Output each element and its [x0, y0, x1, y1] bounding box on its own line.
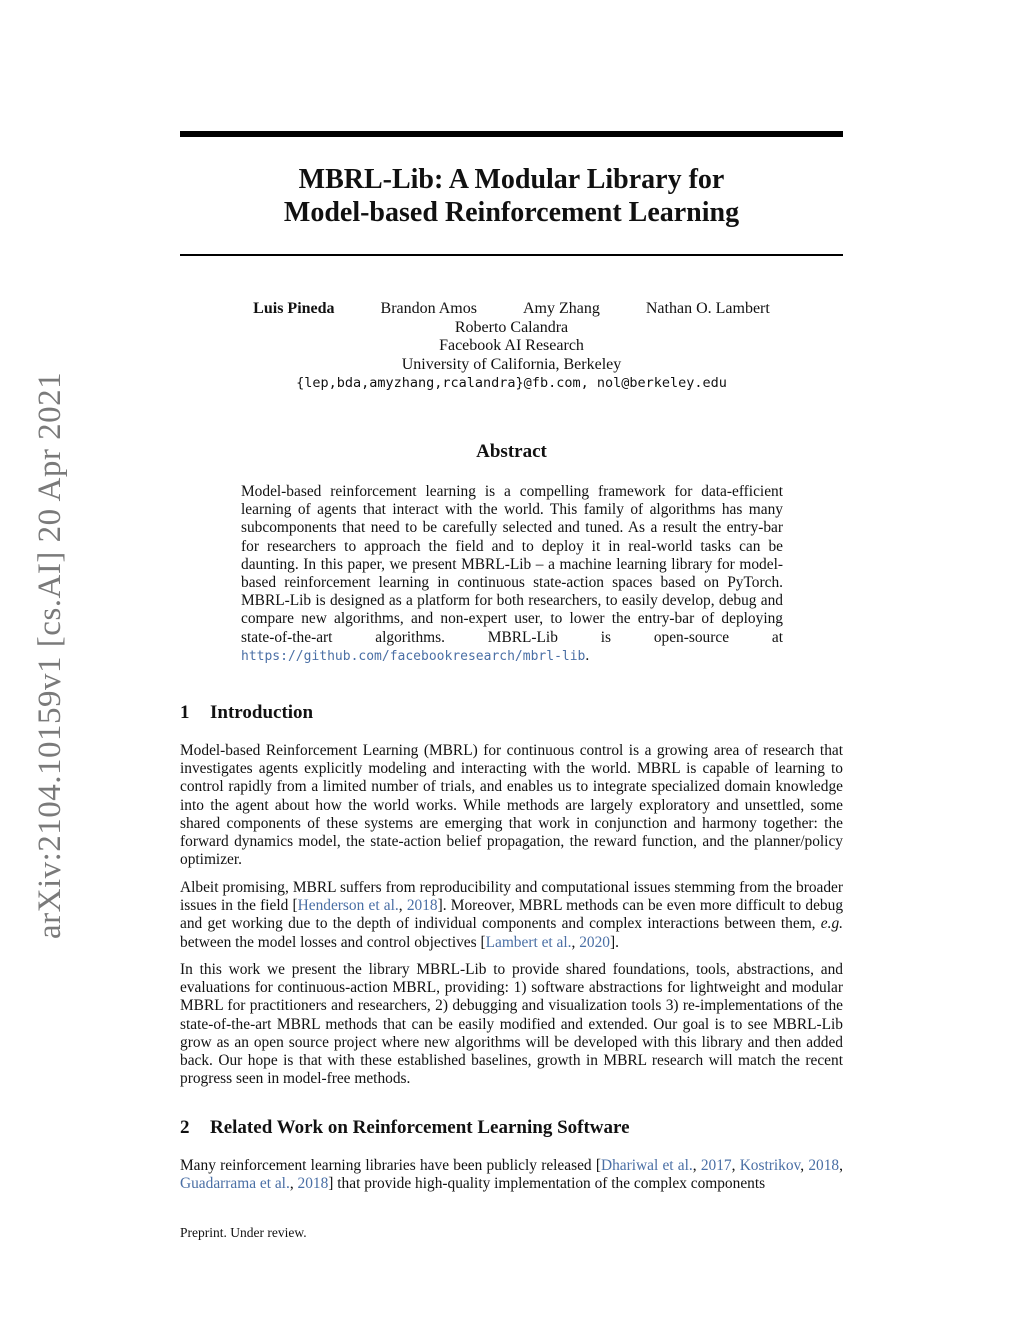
- section-number: 2: [180, 1117, 190, 1138]
- author-block: [180, 300, 843, 393]
- affiliation-fair: Facebook AI Research: [439, 337, 584, 354]
- intro-paragraph-1: Model-based Reinforcement Learning (MBRL) for continuous control is a growing area of research that investigates agents explicitly modeling and interacting with the world. MBRL is capable of learning to control rapidly from a limited number of trials, and enables us to integrate specialized domain knowledge into the agent about how the world works. While methods are largely exploratory and unsettled, some shared components of these systems are emerging that work in conjunction and harmony together: the forward dynamics model, the state-action belief propagation, the reward function, and the planner/policy optimizer.: [180, 742, 843, 869]
- intro-paragraph-2: [180, 879, 843, 952]
- eg-italic: e.g.: [820, 915, 843, 933]
- text-run: ,: [731, 1157, 740, 1174]
- abstract-end: .: [585, 646, 590, 664]
- citation-dhariwal-year[interactable]: 2017: [700, 1157, 732, 1174]
- author-brandon-amos: Brandon Amos: [380, 300, 477, 317]
- author-roberto-calandra: Roberto Calandra: [454, 318, 569, 336]
- citation-henderson[interactable]: Henderson et al.: [297, 897, 399, 915]
- text-run: ,: [571, 933, 580, 951]
- text-run: ,: [398, 897, 407, 915]
- text-run: ,: [692, 1157, 701, 1174]
- section-title: Related Work on Reinforcement Learning Software: [210, 1117, 630, 1138]
- title-line-2: Model-based Reinforcement Learning: [283, 197, 740, 228]
- text-run: Albeit promising, MBRL suffers from reproducibility and computational issues stemming from the broader issues in the field [: [180, 879, 843, 915]
- section-heading-related-work: [180, 1117, 630, 1139]
- author-nathan-lambert: Nathan O. Lambert: [645, 300, 770, 317]
- citation-kostrikov-year[interactable]: 2018: [808, 1157, 840, 1174]
- text-run: ].: [609, 933, 619, 951]
- abstract-heading: Abstract: [476, 441, 547, 462]
- text-run: between the model losses and control objectives [: [180, 933, 486, 951]
- citation-guadarrama-year[interactable]: 2018: [297, 1175, 329, 1193]
- text-run: ,: [289, 1175, 298, 1193]
- text-run: Many reinforcement learning libraries have been publicly released [: [180, 1157, 601, 1174]
- author-luis-pineda: Luis Pineda: [253, 300, 335, 317]
- title-line-1: MBRL-Lib: A Modular Library for: [298, 164, 725, 195]
- title-rule-bottom: [180, 254, 843, 256]
- abstract-text: Model-based reinforcement learning is a compelling framework for data-efficient learning of agents that interact with the world. This family of algorithms has many subcomponents that need to be carefully selected and tuned. As a result the entry-bar for researchers to approach the field and to deploy it in real-world tasks can be daunting. In this paper, we present MBRL-Lib – a machine learning library for model-based reinforcement learning in continuous state-action spaces based on PyTorch. MBRL-Lib is designed as a platform for both researchers, to easily develop, debug and compare new algorithms, and non-expert user, to lower the entry-bar of deploying state-of-the-art algorithms. MBRL-Lib is open-source at: [241, 483, 783, 646]
- citation-kostrikov[interactable]: Kostrikov: [739, 1157, 801, 1174]
- section-number: 1: [180, 702, 190, 723]
- text-run: ,: [800, 1157, 809, 1174]
- abstract-body: [241, 483, 783, 666]
- citation-henderson-year[interactable]: 2018: [406, 897, 438, 915]
- author-row: [180, 300, 843, 319]
- section-title: Introduction: [210, 702, 314, 723]
- citation-lambert-year[interactable]: 2020: [579, 933, 610, 951]
- github-link[interactable]: https://github.com/facebookresearch/mbrl-lib: [241, 648, 586, 664]
- citation-dhariwal[interactable]: Dhariwal et al.: [600, 1157, 693, 1174]
- citation-lambert[interactable]: Lambert et al.: [485, 933, 572, 951]
- section-heading-introduction: [180, 702, 313, 724]
- author-amy-zhang: Amy Zhang: [522, 300, 600, 317]
- title-rule-top: [180, 131, 843, 137]
- footer-note: Preprint. Under review.: [180, 1225, 307, 1240]
- citation-guadarrama[interactable]: Guadarrama et al.: [180, 1175, 290, 1193]
- affiliation-berkeley: University of California, Berkeley: [401, 355, 622, 373]
- arxiv-stamp: arXiv:2104.10159v1 [cs.AI] 20 Apr 2021: [32, 371, 68, 939]
- paper-title: [180, 163, 843, 229]
- text-run: ] that provide high-quality implementation of the complex components: [328, 1175, 766, 1193]
- intro-paragraph-3: In this work we present the library MBRL-Lib to provide shared foundations, tools, abstractions, and evaluations for continuous-action MBRL, providing: 1) software abstractions for lightweight and modular MBRL for practitioners and researchers, 2) debugging and visualization tools 3) re-implementations of the state-of-the-art MBRL methods that can be easily modified and extended. Our goal is to see MBRL-Lib grow as an open source project where new algorithms will be developed with this library and then added back. Our hope is that with these established baselines, growth in MBRL research will match the recent progress seen in model-free methods.: [180, 961, 843, 1088]
- text-run: ]. Moreover, MBRL methods can be even more difficult to debug and get working due to the depth of individual components and complex interactions between them,: [180, 897, 844, 933]
- author-emails: {lep,bda,amyzhang,rcalandra}@fb.com, nol@berkeley.edu: [296, 375, 727, 391]
- text-run: ,: [839, 1157, 843, 1174]
- related-work-paragraph-1: [180, 1157, 843, 1193]
